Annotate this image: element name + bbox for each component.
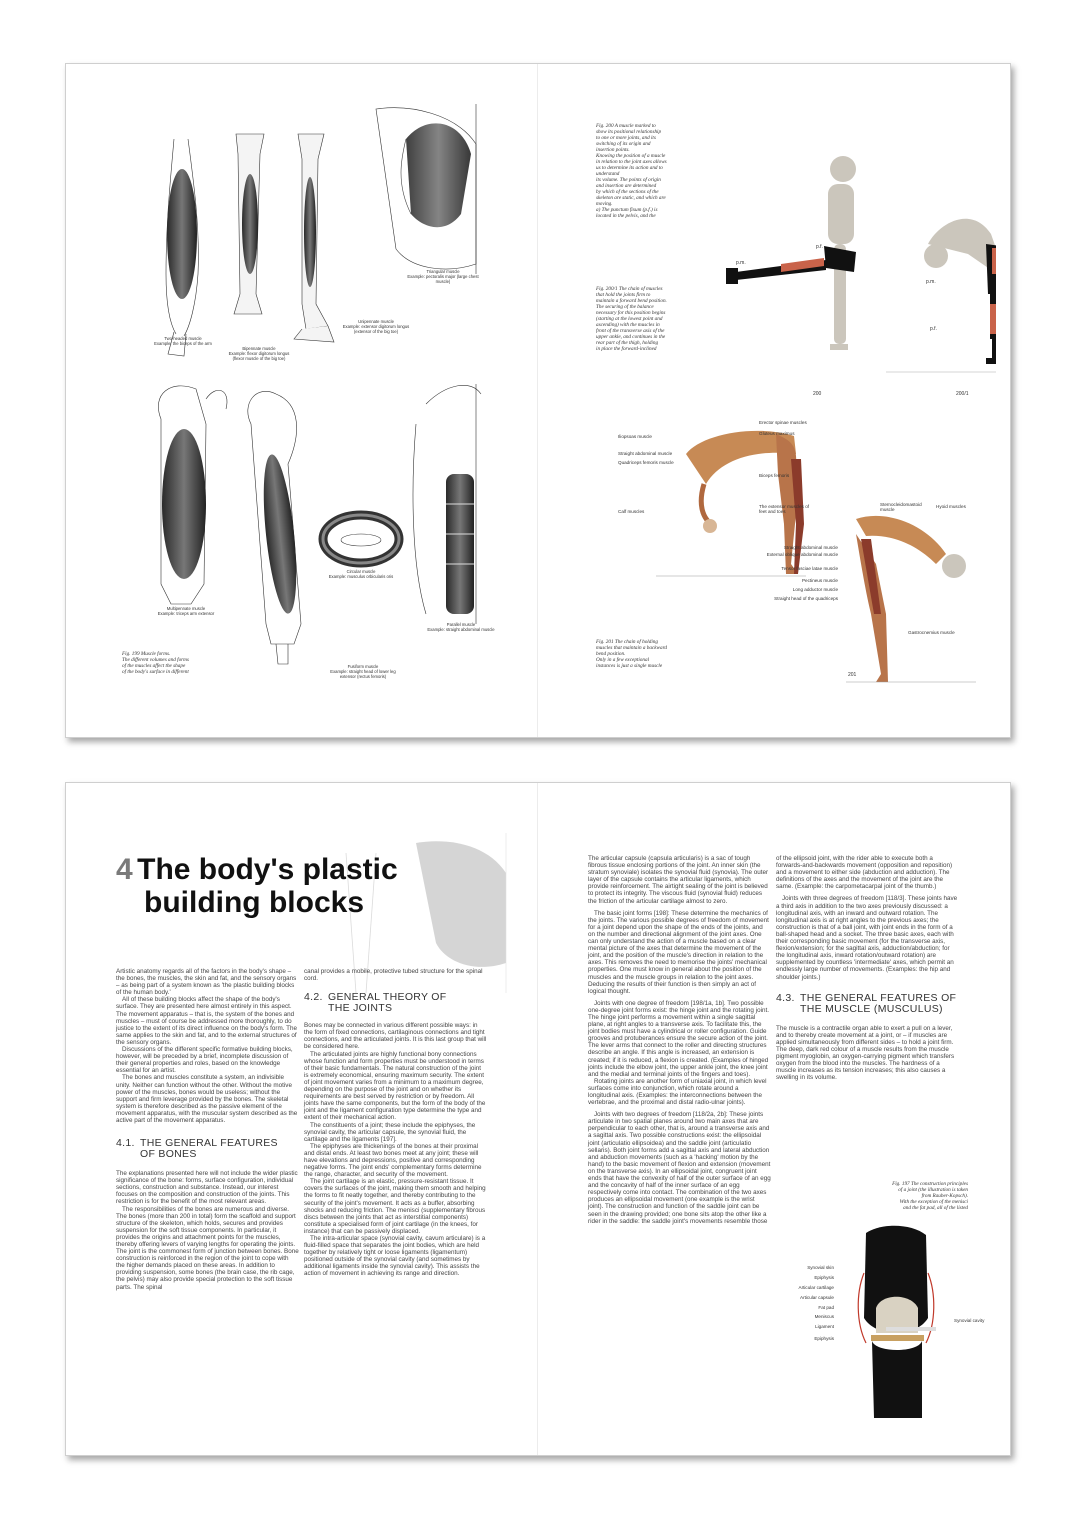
section-number: 4.2. — [304, 991, 323, 1004]
label-synovial-cavity: Synovial cavity — [954, 1318, 985, 1323]
label-epiphysis-lower: Epiphysis — [814, 1336, 834, 1341]
label-articular-cartilage: Articular cartilage — [798, 1285, 834, 1290]
paragraph: Artistic anatomy regards all of the factors in the body's shape – the bones, the muscles, the skin and fat, and the sensory organs – as being part of a system known as 'the plastic building blocks of the human body.' — [116, 968, 297, 997]
section-title: GENERAL THEORY OF THE JOINTS — [328, 991, 447, 1015]
figure-199-caption: Fig. 199 Muscle forms. The different volumes and forms of the muscles affect the shape of the body's surface in different — [122, 651, 189, 675]
label-gluteus-maximus: Gluteus maximus — [759, 431, 795, 436]
label-meniscus: Meniscus — [814, 1314, 834, 1319]
label-pf-1: p.f. — [816, 244, 823, 250]
label-bipennate-muscle: Bipennate muscle Example: flexor digitorum longus (flexor muscle of the big toe) — [228, 346, 290, 361]
section-number: 4.1. — [116, 1137, 135, 1150]
paragraph: Rotating joints are another form of uniaxial joint, in which level surfaces come into conjunction, which rotate around a longitudinal axis. (Examples: the interconnections between the vertebrae, and the proximal and distal radio-ulnar joints). — [588, 1077, 767, 1107]
label-pm-2: p.m. — [926, 279, 936, 285]
paragraph: Bones may be connected in various different possible ways: in the form of fixed connections, cartilaginous connections and tight connections, and the articulated joints. It is this last group that will be considered here. — [304, 1022, 487, 1051]
muscle-forms-illustration — [66, 64, 538, 737]
text-column-1 — [116, 968, 299, 1291]
spine-gutter — [537, 783, 538, 1455]
label-quadriceps: Quadriceps femoris muscle — [618, 460, 674, 465]
label-parallel-muscle: Parallel muscle Example: straight abdominal muscle — [427, 622, 495, 632]
label-triangular-muscle: Triangular muscle Example: pectoralis major (large chest muscle) — [407, 269, 479, 284]
label-straight-abdominal-back: Straight abdominal muscle — [783, 545, 838, 550]
label-calf-muscles: Calf muscles — [618, 509, 645, 514]
section-4-1-heading — [116, 1138, 299, 1160]
paragraph: of the ellipsoid joint, with the rider able to execute both a forwards-and-backwards movement (opposition and reposition) and a movement to either side (abduction and adduction). The definitions of the axes and the movement of the joint are the same. (Example: the carpometacarpal joint of the thumb.) — [776, 855, 953, 891]
label-two-headed-muscle: Two-headed muscle Example: the biceps of the arm — [154, 336, 212, 346]
label-ligament: Ligament — [815, 1324, 834, 1329]
balance-skeleton-illustration — [706, 144, 996, 394]
paragraph: The joint cartilage is an elastic, pressure-resistant tissue. It covers the surfaces of the joint, making them smooth and helping the forms to fit neatly together, and thereby contributing to the security of the joint's movement. It acts as a buffer, absorbing shocks and reducing friction. The menisci (supplementary fibrous discs between the joints that act as interstitial components) constitute a specialised form of joint cartilage (in the knees, for instance) that can be passively displaced. — [304, 1178, 486, 1235]
paragraph: The bones and muscles constitute a system, an indivisible unity. Neither can function without the other. Without the motive power of the muscles, bones would be useless; without the support and firm leverage provided by the bones. The skeletal system is therefore described as the passive element of the movement apparatus, with the muscular system described as the active part of the movement apparatus. — [116, 1074, 298, 1124]
label-synovial-skin: Synovial skin — [807, 1265, 834, 1270]
label-pm-1: p.m. — [736, 260, 746, 266]
knee-joint-illustration — [836, 1223, 946, 1423]
label-pectineus: Pectineus muscle — [801, 578, 838, 583]
figure-number-200: 200 — [813, 391, 822, 397]
section-number: 4.3. — [776, 991, 795, 1004]
label-hyoid-muscles: Hyoid muscles — [936, 504, 966, 509]
label-tensor-fasciae: Tensor fasciae latae muscle — [781, 566, 838, 571]
paragraph: The explanations presented here will not include the wider plastic significance of the bone: forms, surface configuration, individual sections, construction and substance. Instead, our interest focuses on the composition and construction of the joints. This restriction is for the benefit of the most relevant areas. — [116, 1170, 298, 1206]
section-4-3-heading — [776, 993, 959, 1015]
paragraph: All of these building blocks affect the shape of the body's surface. They are presented here almost entirely in this aspect. The movement apparatus – that is, the system of the bones and muscles – must of course be addressed more thoroughly, to do justice to the extent of its direct influence on the body's form. The same applies to the skin and fat, and to the external structures of the sensory organs. — [116, 996, 297, 1046]
paragraph: canal provides a mobile, protective tubed structure for the spinal cord. — [304, 968, 483, 983]
paragraph: Joints with one degree of freedom [198/1a, 1b]. Two possible one-degree joint forms exist: the hinge joint and the rotating joint. The hinge joint performs a movement within a single sagittal plane, at right angles to a transverse axis. To facilitate this, the joint bodies must have a cylindrical or roller configuration. Guide grooves and protuberances ensure the secure action of the joint. The lever arms that connect to the roller and directing structures describe an angle. If this angle is increased, an extension is created; if it is reduced, a flexion is created. (Examples of hinged joints include the elbow joint, the upper ankle joint, the knee joint and the medial and terminal joints of the fingers and toes). — [588, 999, 769, 1078]
paragraph: The articular capsule (capsula articularis) is a sac of tough fibrous tissue enclosing portions of the joint. An inner skin (the stratum synoviale) isolates the synovial fluid (synovia). The outer layer of the capsule contains the articular ligaments, which provide reinforcement. The airtight sealing of the joint is believed to protect its integrity. The viscous fluid (synovial fluid) reduces the friction of the articular cartilage almost to zero. — [588, 855, 769, 905]
paragraph: The epiphyses are thickenings of the bones at their proximal and distal ends. At least two bones meet at any joint; these will have elevations and depressions, positive and corresponding negative forms. The joint ends' complementary forms determine the range, character, and security of the movement. — [304, 1142, 482, 1179]
label-fat-pad: Fat pad — [818, 1305, 834, 1310]
section-title: THE GENERAL FEATURES OF THE MUSCLE (MUSCULUS) — [800, 991, 957, 1015]
book-spread-bottom — [65, 782, 1011, 1456]
paragraph: The constituents of a joint; these include the epiphyses, the synovial cavity, the articular capsule, the synovial fluid, the cartilage and the ligaments [197]. — [304, 1121, 476, 1143]
label-sternocleidomastoid: Sternocleidomastoid muscle — [880, 502, 922, 512]
chapter-title-line1: The body's plastic — [137, 853, 398, 886]
label-external-oblique: External oblique abdominal muscle — [766, 552, 838, 557]
text-column-4 — [776, 855, 959, 1081]
label-articular-capsule: Articular capsule — [800, 1295, 834, 1300]
book-spread-top — [65, 63, 1011, 738]
paragraph: The basic joint forms [198]: These determine the mechanics of the joints. The various possible degrees of freedom of movement for a joint depend upon the shape of the ends of the joints, and on the number and directional alignment of the joint axes. One can only understand the action of a muscle based on a clear mental picture of the axes that determine the movement of the joint, and the position of the muscle's direction in relation to the axes. This removes the need to memorise the joints' mechanical properties. One must know in general about the position of the muscles and the muscle groups in relation to the joint axes. Deducing the results of their function is then simply an act of logical thought. — [588, 909, 769, 995]
label-gastrocnemius: Gastrocnemius muscle — [908, 630, 955, 635]
chapter-title-line2: building blocks — [144, 886, 365, 919]
figure-197-caption: Fig. 197 The construction principles of a joint (the illustration is taken from Rauber-Kopsch). With the exception of the menisci and the fat pad, all of the listed — [892, 1181, 968, 1211]
paragraph: The muscle is a contractile organ able to exert a pull on a lever, and to thereby create movement at a joint, or – if muscles are applied simultaneously from different sides – to hold a joint firm. The deep, dark red colour of a muscle results from the muscle pigment myoglobin, an oxygen-carrying pigment which transfers oxygen from the blood into the muscles. The hardness of a muscle increases as its tension increases; this also causes a swelling in its volume. — [776, 1024, 955, 1082]
paragraph: The intra-articular space (synovial cavity, cavum articulare) is a fluid-filled space that separates the joint bodies, which are held together by relatively tight or loose ligaments (ligamentum) positioned outside of the synovial cavity (and sometimes by additional ligaments inside the synovial cavity). This assists the action of movement in achieving its range and direction. — [304, 1235, 486, 1278]
text-column-3 — [588, 855, 771, 1225]
label-straight-abdominal-fwd: Straight abdominal muscle — [618, 451, 673, 456]
label-extensor-feet-toes: The extensor muscles of feet and toes — [759, 504, 810, 514]
paragraph: Joints with three degrees of freedom [118/3]. These joints have a third axis in addition to the two axes previously discussed: a longitudinal axis, with an inward and outward rotation. The longitudinal axis is at right angles to the previous axes; the construction is that of a ball joint, with joint ends in the form of a ball-shaped head and a socket. The three basic axes, each with their corresponding basic movement (for the transverse axis, flexion/extension; for the sagittal axis, adduction/abduction; for the longitudinal axis, inward rotation/outward rotation) are supplemented by countless 'intermediate' axes, which permit an endlessly large number of movements. (Examples: the hip and shoulder joints.) — [776, 895, 958, 981]
section-4-2-heading — [304, 992, 487, 1014]
paragraph: The responsibilities of the bones are numerous and diverse. The bones (more than 200 in total) form the scaffold and support structure of the skeleton, which holds, secures and provides suspension for the soft tissue components. In particular, it provides the origins and attachment points for the muscles, thereby offering levers of varying lengths for operating the joints. The joint is the commonest form of junction between bones. Bone construction is reinforced in the region of the joint to cope with the higher demands placed on these areas. In addition to providing suspension, some bones (the brain case, the rib cage, the pelvis) may also provide special protection to the soft tissue parts. The spinal — [116, 1205, 299, 1291]
label-fusiform-muscle: Fusiform muscle Example: straight head of lower leg extensor (rectus femoris) — [330, 664, 396, 679]
label-iliopsoas: Iliopsoas muscle — [618, 434, 652, 439]
chapter-number: 4 — [116, 853, 133, 886]
label-pf-2: p.f. — [930, 326, 937, 332]
label-circular-muscle: Circular muscle Example: musculus orbicularis oris — [328, 569, 394, 579]
backward-bend-muscle-chain-illustration — [836, 504, 986, 689]
paragraph: The articulated joints are highly functional bony connections whose function and form properties must be understood in terms of their basic fundamentals. The natural construction of the joint is extremely economical, ensuring maximum security. The extent of joint movement varies from a minimum to a maximum degree, depending on the purpose of the joint and on whether its requirements are best served by restriction or by freedom. All joints have the same components, but the form of the body of the joint and the ligament configuration type determine the type and extent of their mechanical action. — [304, 1050, 486, 1122]
label-multipennate-muscle: Multipennate muscle Example: triceps arm extensor — [157, 606, 215, 616]
chapter-heading — [116, 855, 398, 885]
figure-number-201: 201 — [848, 672, 857, 678]
figure-201-caption: Fig. 201 The chain of holding muscles that maintain a backward bend position. Only in a few exceptional instances is just a single muscle — [596, 639, 667, 669]
label-long-adductor: Long adductor muscle — [792, 587, 838, 592]
label-unipennate-muscle: Unipennate muscle Example: extensor digitorum longus (extensor of the big toe) — [342, 319, 410, 334]
forward-bend-muscle-chain-illustration — [626, 414, 806, 584]
paragraph: Joints with two degrees of freedom [118/2a, 2b]: These joints articulate in two spatial planes around two main axes that are perpendicular to each other, that is, around a transverse axis and a sagittal axis. Two possible constructions exist: the ellipsoidal joint (articulatio ellipsoidea) and the saddle joint (articulatio sellaris). Both joint forms add a sagittal axis and lateral abduction and abduction movements (such as a 'hacking' motion by the hand) to the basic movement of flexion and extension (movement on the transverse axis). In an ellipsoidal joint, congruent joint ends that have the convexity of half of the outer surface of an egg and the concavity of half of the inner surface of an egg respectively come into contact. The combination of the two axes produces an ellipsoidal movement (one example is the wrist joint). The construction and function of the saddle joint can be seen in the drawing provided; one bone sits atop the other like a rider in the saddle: the saddle joint's movements resemble those — [588, 1111, 771, 1225]
label-epiphysis-upper: Epiphysis — [814, 1275, 834, 1280]
label-erector-spinae: Erector spinae muscles — [759, 420, 807, 425]
paragraph: Discussions of the different specific formative building blocks, however, will be preceded by a brief, incomplete discussion of their general properties and roles, based on the knowledge essential for an artist. — [116, 1046, 293, 1075]
text-column-2 — [304, 968, 487, 1278]
section-title: THE GENERAL FEATURES OF BONES — [140, 1137, 278, 1161]
figure-number-200-1: 200/1 — [956, 391, 969, 397]
figure-200-caption: Fig. 200 A muscle marked to show its positional relationship to one or more joints, and its switching of its origin and insertion points. Knowing the position of a muscle in relation to the joint axes allows us to determine its action and to understand its volume. The points of origin and insertion are determined by which of the sections of the skeleton are static, and which are moving. a) The punctum fixum (p.f.) is located in the pelvis, and the — [596, 123, 667, 219]
label-biceps-femoris: Biceps femoris — [759, 473, 790, 478]
figure-200-1-caption: Fig. 200/1 The chain of muscles that hold the joints firm to maintain a forward bend position. The securing of the balance necessary for this position begins (starting at the lowest point and ascending) with the muscles in front of the transverse axis of the upper ankle, and continues in the rear part of the thigh, holding in place the forward-inclined — [596, 286, 667, 352]
label-straight-head-quadriceps: Straight head of the quadriceps — [774, 596, 838, 601]
